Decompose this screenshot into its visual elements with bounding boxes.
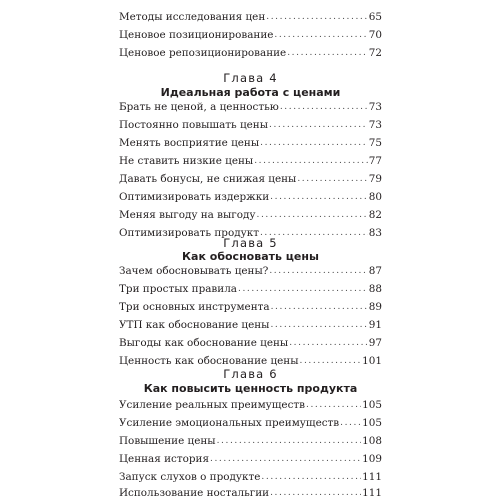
- toc-entry-page: 101: [362, 355, 382, 367]
- toc-entry-page: 87: [368, 265, 382, 277]
- toc-entry-title: Брать не ценой, а ценностью: [119, 101, 279, 113]
- toc-entry-title: Три основных инструмента: [119, 301, 270, 313]
- toc-entry-page: 77: [368, 155, 382, 167]
- toc-entry: [119, 96, 382, 114]
- chapter-title: Как повысить ценность продукта: [143, 382, 358, 395]
- toc-entry: [119, 278, 382, 296]
- toc-entry-page: 111: [362, 487, 382, 499]
- toc-entry: [119, 430, 382, 448]
- dot-leader: [270, 190, 368, 204]
- toc-entry: [119, 448, 382, 466]
- chapter-label: Глава 6: [223, 367, 278, 381]
- toc-entry-title: Повышение цены: [119, 435, 216, 447]
- dot-leader: [287, 46, 368, 60]
- chapter-label: Глава 5: [223, 236, 278, 250]
- toc-entry-title: Выгоды как обоснование цены: [119, 337, 289, 349]
- toc-entry-title: Зачем обосновывать цены?: [119, 265, 269, 277]
- toc-entry-page: 79: [368, 173, 382, 185]
- toc-entry-title: Использование ностальгии: [119, 487, 270, 499]
- dot-leader: [217, 434, 362, 448]
- toc-entry-page: 91: [368, 319, 382, 331]
- toc-entry-page: 109: [362, 453, 382, 465]
- toc-entry: [119, 412, 382, 430]
- toc-entry-page: 65: [368, 11, 382, 23]
- dot-leader: [306, 398, 361, 412]
- toc-entry-title: Оптимизировать издержки: [119, 191, 270, 203]
- dot-leader: [289, 336, 368, 350]
- dot-leader: [257, 208, 368, 222]
- dot-leader: [297, 172, 367, 186]
- toc-entry-title: Методы исследования цен: [119, 11, 266, 23]
- chapter-title: Идеальная работа с ценами: [160, 86, 341, 99]
- toc-entry-title: Не ставить низкие цены: [119, 155, 254, 167]
- toc-entry-page: 111: [362, 471, 382, 483]
- toc-entry-page: 80: [368, 191, 382, 203]
- dot-leader: [270, 486, 361, 500]
- toc-entry: [119, 24, 382, 42]
- toc-entry: [119, 260, 382, 278]
- dot-leader: [340, 416, 361, 430]
- toc-entry: [119, 150, 382, 168]
- dot-leader: [280, 100, 368, 114]
- dot-leader: [271, 300, 368, 314]
- toc-entry: [119, 186, 382, 204]
- toc-entry: [119, 332, 382, 350]
- toc-entry: [119, 168, 382, 186]
- toc-entry-page: 108: [362, 435, 382, 447]
- toc-entry: [119, 204, 382, 222]
- toc-entry-title: Оптимизировать продукт: [119, 227, 259, 239]
- toc-entry-title: Ценная история: [119, 453, 209, 465]
- toc-entry-page: 83: [368, 227, 382, 239]
- toc-entry-title: Менять восприятие цены: [119, 137, 260, 149]
- dot-leader: [299, 354, 361, 368]
- toc-entry: [119, 350, 382, 368]
- toc-entry: [119, 394, 382, 412]
- toc-entry-page: 88: [368, 283, 382, 295]
- dot-leader: [254, 154, 368, 168]
- toc-entry: [119, 296, 382, 314]
- toc-entry-page: 73: [368, 101, 382, 113]
- chapter-label: Глава 4: [223, 71, 278, 85]
- dot-leader: [238, 282, 368, 296]
- toc-entry-title: Постоянно повышать цены: [119, 119, 268, 131]
- toc-entry-title: Усиление реальных преимуществ: [119, 399, 305, 411]
- toc-entry-page: 105: [362, 399, 382, 411]
- toc-entry-page: 82: [368, 209, 382, 221]
- dot-leader: [274, 28, 367, 42]
- toc-entry-title: Давать бонусы, не снижая цены: [119, 173, 297, 185]
- toc-entry: [119, 6, 382, 24]
- dot-leader: [270, 318, 367, 332]
- toc-entry: [119, 114, 382, 132]
- toc-entry: [119, 482, 382, 500]
- toc-entry-page: 97: [368, 337, 382, 349]
- toc-entry-title: Ценовое репозиционирование: [119, 47, 287, 59]
- toc-entry-page: 89: [368, 301, 382, 313]
- toc-entry-page: 73: [368, 119, 382, 131]
- dot-leader: [269, 118, 368, 132]
- dot-leader: [266, 10, 368, 24]
- chapter-title: Как обосновать цены: [182, 250, 319, 263]
- toc-entry: [119, 42, 382, 60]
- toc-entry-title: Запуск слухов о продукте: [119, 471, 261, 483]
- toc-entry-title: УТП как обоснование цены: [119, 319, 270, 331]
- toc-entry: [119, 132, 382, 150]
- toc-entry-page: 105: [362, 417, 382, 429]
- toc-entry-page: 72: [368, 47, 382, 59]
- toc-entry-page: 75: [368, 137, 382, 149]
- toc-entry-title: Ценность как обоснование цены: [119, 355, 299, 367]
- toc-entry-title: Усиление эмоциональных преимуществ: [119, 417, 340, 429]
- dot-leader: [269, 264, 367, 278]
- toc-entry-title: Три простых правила: [119, 283, 237, 295]
- toc-entry-title: Ценовое позиционирование: [119, 29, 274, 41]
- dot-leader: [210, 452, 361, 466]
- toc-entry-page: 70: [368, 29, 382, 41]
- toc-entry: [119, 314, 382, 332]
- dot-leader: [260, 136, 368, 150]
- toc-entry-title: Меняя выгоду на выгоду: [119, 209, 256, 221]
